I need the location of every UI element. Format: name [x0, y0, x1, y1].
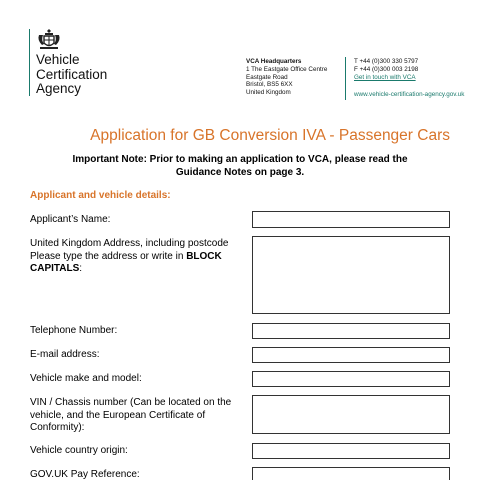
hq-address-line: Eastgate Road	[246, 73, 288, 81]
agency-name-line: Certification	[36, 66, 108, 82]
royal-crest-icon	[36, 27, 62, 51]
contact-link[interactable]: Get in touch with VCA	[354, 73, 416, 81]
address-label-emphasis: BLOCK CAPITALS	[30, 250, 222, 274]
agency-name-line: Agency	[36, 81, 82, 96]
address-label-colon: :	[79, 263, 83, 274]
email-field[interactable]	[252, 347, 450, 363]
fax-number: F +44 (0)300 003 2198	[354, 65, 419, 73]
country-label: Vehicle country origin:	[30, 445, 128, 456]
pay-reference-label: GOV.UK Pay Reference:	[30, 469, 140, 480]
form-title: Application for GB Conversion IVA - Passenger Cars	[90, 127, 450, 144]
section-heading: Applicant and vehicle details:	[30, 190, 171, 201]
applicant-name-field[interactable]	[252, 211, 450, 228]
hq-address-line: Bristol, BS5 6XX	[246, 81, 293, 89]
vin-field[interactable]	[252, 395, 450, 434]
telephone-field[interactable]	[252, 323, 450, 339]
make-model-field[interactable]	[252, 371, 450, 387]
applicant-name-label: Applicant’s Name:	[30, 214, 111, 225]
hq-title: VCA Headquarters	[246, 58, 302, 65]
address-label	[30, 238, 240, 276]
telephone-label: Telephone Number:	[30, 325, 118, 336]
address-field[interactable]	[252, 236, 450, 314]
hq-address-line: 1 The Eastgate Office Centre	[246, 65, 328, 73]
important-note-line: Important Note: Prior to making an application to VCA, please read the	[72, 154, 408, 165]
agency-name-line: Vehicle	[36, 52, 80, 67]
contact-details	[354, 58, 464, 99]
contact-divider	[345, 57, 346, 100]
country-field[interactable]	[252, 443, 450, 459]
address-label-line: United Kingdom Address, including postcode	[30, 238, 229, 249]
phone-number: T +44 (0)300 330 5797	[354, 58, 419, 65]
hq-address-line: United Kingdom	[246, 89, 291, 97]
address-label-line: Please type the address or write in	[30, 250, 187, 262]
make-model-label: Vehicle make and model:	[30, 373, 142, 384]
email-label: E-mail address:	[30, 349, 100, 360]
hq-address	[246, 58, 327, 97]
pay-reference-field[interactable]	[252, 467, 450, 480]
agency-name	[36, 53, 107, 97]
important-note-line: Guidance Notes on page 3.	[175, 167, 305, 178]
agency-logo-bar	[29, 29, 30, 96]
vin-label: VIN / Chassis number (Can be located on the vehicle, and the European Certificate of Conformity):	[30, 397, 232, 433]
important-note	[60, 153, 420, 179]
website-link[interactable]: www.vehicle-certification-agency.gov.uk	[354, 91, 465, 99]
